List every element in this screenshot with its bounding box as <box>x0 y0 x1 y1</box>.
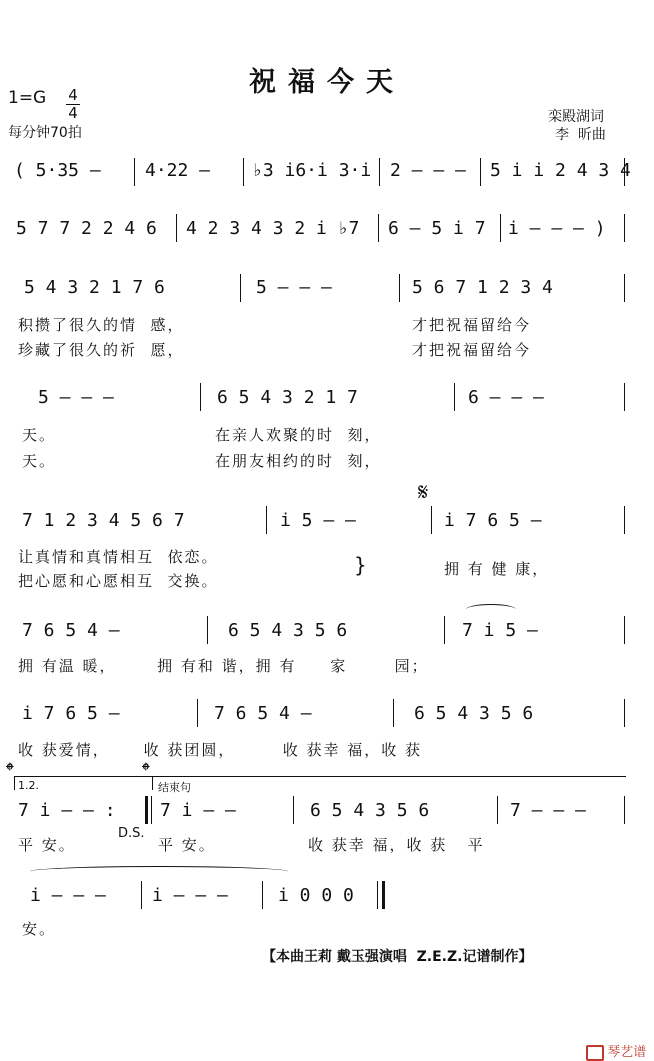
coda-mark: 𝄌 <box>6 759 14 784</box>
measure: 5 7 7 2 2 4 6 <box>16 218 157 239</box>
measure: 5 4 3 2 1 7 6 <box>24 277 165 298</box>
measure: 5 i i 2 4 3 4 <box>490 160 631 181</box>
measure: i 5 – – <box>280 510 356 531</box>
composer: 李 昕曲 <box>555 127 606 143</box>
segno-mark: 𝄋 <box>418 478 429 506</box>
lyric-line: 平 安。 <box>18 836 76 854</box>
lyric-line: 积攒了很久的情 感， <box>18 316 185 334</box>
lyric-line: 天。 <box>22 452 57 470</box>
measure: 7 i 5 – <box>462 620 538 641</box>
measure: 7 1 2 3 4 5 6 7 <box>22 510 185 531</box>
measure: 4 2 3 4 3 2 i ♭7 <box>186 218 360 239</box>
measure: 6 5 4 3 5 6 <box>414 703 534 724</box>
volta-label: 1.2. <box>18 779 39 792</box>
tempo: 每分钟70拍 <box>8 125 82 141</box>
lyric-line: 在朋友相约的时 刻， <box>215 452 382 470</box>
transcription-credit: 【本曲王莉 戴玉强演唱 Z.E.Z.记谱制作】 <box>262 949 533 965</box>
lyric-line: 在亲人欢聚的时 刻， <box>215 426 382 444</box>
ending-label: 结束句 <box>158 781 191 794</box>
lyric-line: 拥 有 健 康， <box>444 560 550 578</box>
time-bottom: 4 <box>68 104 78 122</box>
lyric-line: 让真情和真情相互 依恋。 <box>18 548 219 566</box>
measure: 6 5 4 3 5 6 <box>310 800 430 821</box>
measure: 7 i – – : <box>18 800 116 821</box>
measure: 5 – – – <box>38 387 114 408</box>
measure: 6 – 5 i 7 <box>388 218 486 239</box>
song-title: 祝福今天 <box>249 67 405 98</box>
measure: 7 – – – <box>510 800 586 821</box>
brand-text: 琴艺谱 <box>607 1045 647 1060</box>
measure: 6 5 4 3 2 1 7 <box>217 387 358 408</box>
da-segno-mark: D.S. <box>118 826 145 841</box>
lyric-brace: } <box>354 553 369 577</box>
measure: i 7 6 5 – <box>22 703 120 724</box>
lyric-line: 珍藏了很久的祈 愿， <box>18 341 185 359</box>
lyricist: 栾殿湖词 <box>548 109 604 125</box>
measure: ♭3 i6·i 3·i <box>252 160 372 181</box>
measure: i 7 6 5 – <box>444 510 542 531</box>
tie-arc <box>466 604 516 615</box>
lyric-line: 才把祝福留给今 <box>412 341 532 359</box>
site-logo <box>578 1026 646 1061</box>
lyric-line: 天。 <box>22 426 57 444</box>
tie-arc <box>30 866 288 877</box>
lyric-line: 安。 <box>22 920 57 938</box>
measure: i – – – ) <box>508 218 606 239</box>
coda-mark: 𝄌 <box>142 759 150 784</box>
measure: ( 5·35 – <box>14 160 101 181</box>
measure: 7 i – – <box>160 800 236 821</box>
measure: 7 6 5 4 – <box>214 703 312 724</box>
time-signature <box>66 88 80 121</box>
lyric-line: 才把祝福留给今 <box>412 316 532 334</box>
lyric-line: 拥 有温 暖， 拥 有和 谐，拥 有 家 园； <box>18 657 429 675</box>
measure: i – – – <box>30 885 106 906</box>
lyric-line: 把心愿和心愿相互 交换。 <box>18 572 219 590</box>
measure: 7 6 5 4 – <box>22 620 120 641</box>
measure: 6 – – – <box>468 387 544 408</box>
measure: i – – – <box>152 885 228 906</box>
measure: 5 6 7 1 2 3 4 <box>412 277 553 298</box>
key-signature: 1=G <box>8 88 47 108</box>
measure: 6 5 4 3 5 6 <box>228 620 348 641</box>
lyric-line: 收 获爱情， 收 获团圆， 收 获幸 福，收 获 <box>18 741 423 759</box>
measure: 4·22 – <box>145 160 211 181</box>
time-top: 4 <box>68 86 78 104</box>
measure: i 0 0 0 <box>278 885 354 906</box>
lyric-line: 收 获幸 福，收 获 平 <box>308 836 485 854</box>
measure: 5 – – – <box>256 277 332 298</box>
lyric-line: 平 安。 <box>158 836 216 854</box>
measure: 2 – – – <box>390 160 466 181</box>
